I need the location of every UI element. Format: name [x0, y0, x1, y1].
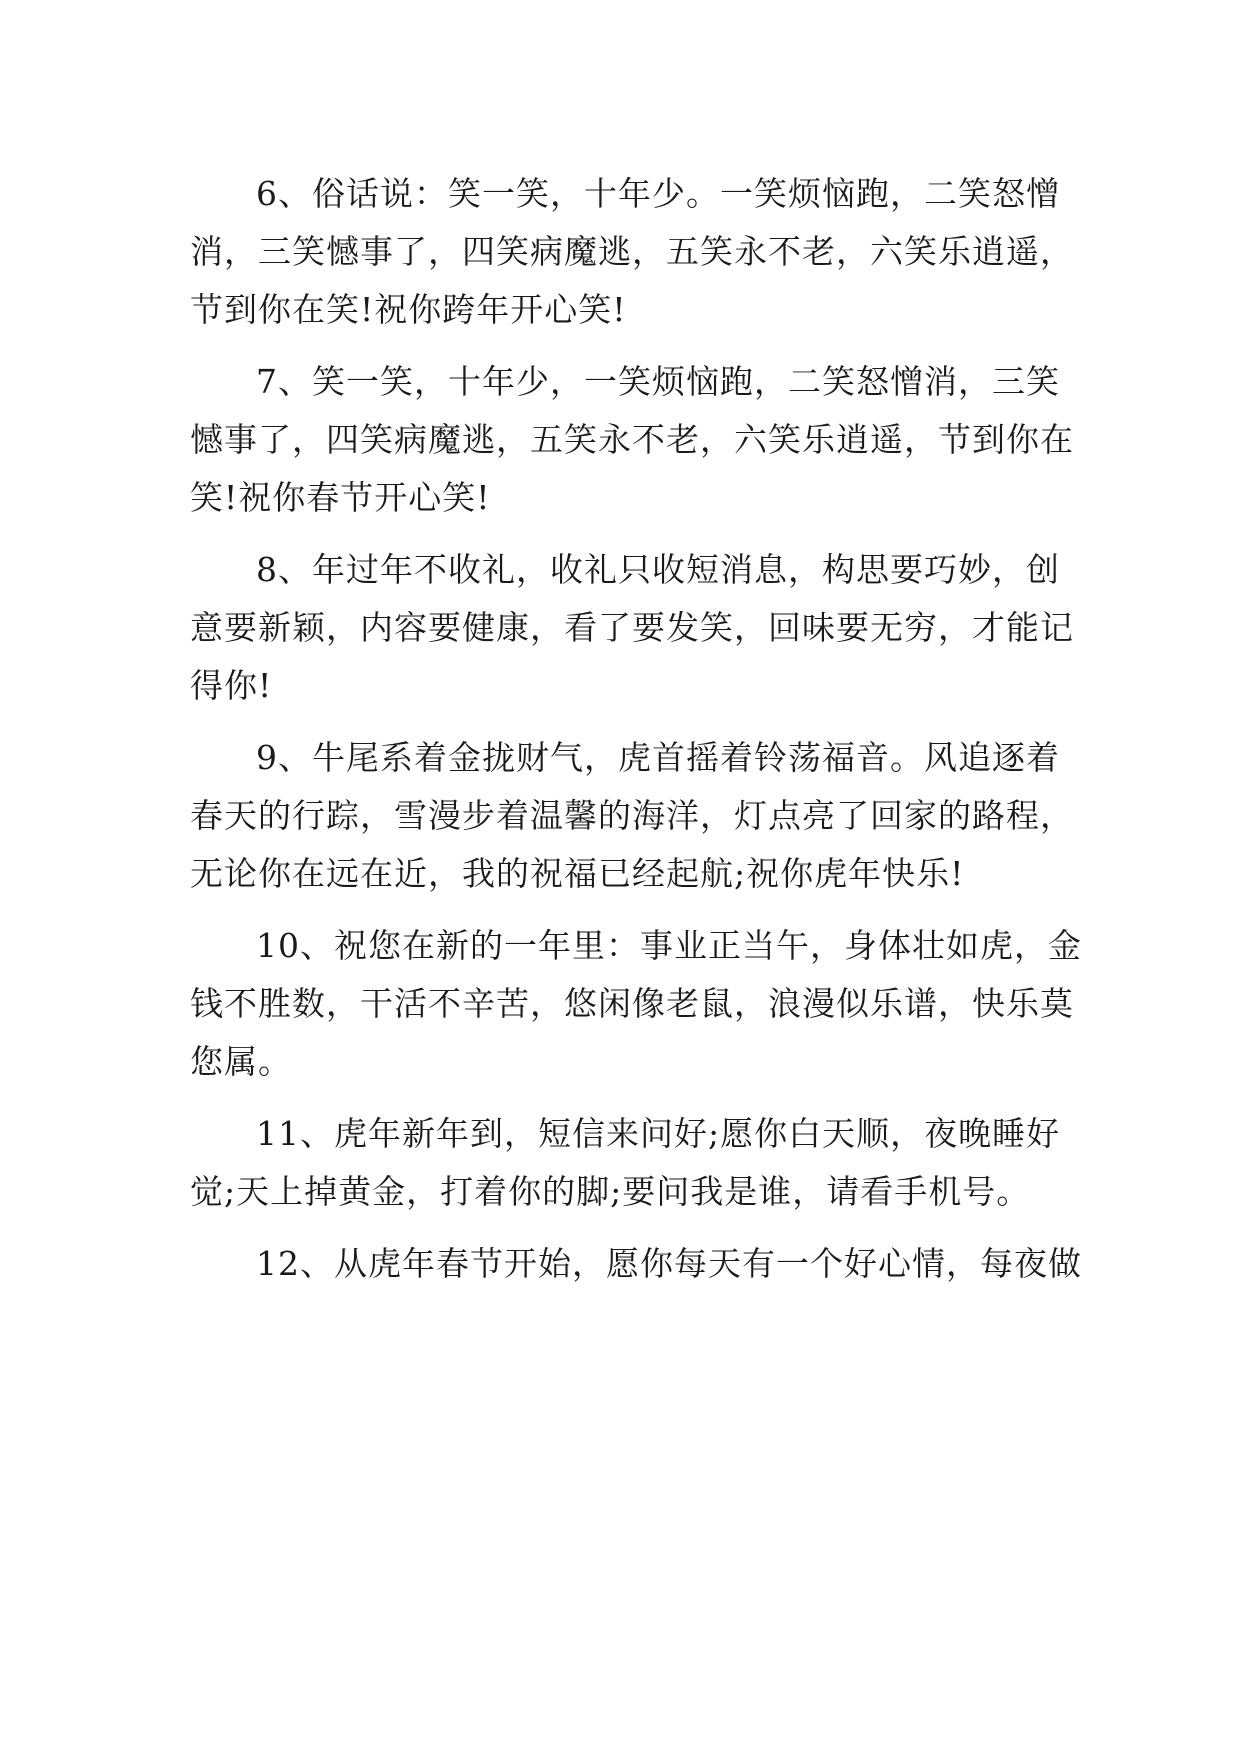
paragraph-line: 节到你在笑!祝你跨年开心笑!: [190, 290, 627, 329]
paragraph-6: [190, 165, 1074, 339]
paragraph-line: 笑!祝你春节开心笑!: [190, 478, 491, 517]
paragraph-line: 无论你在远在近，我的祝福已经起航;祝你虎年快乐!: [190, 854, 965, 893]
paragraph-9: [190, 729, 1074, 903]
paragraph-line: 6、俗话说：笑一笑，十年少。一笑烦恼跑，二笑怒憎: [256, 174, 1060, 213]
paragraph-line: 7、笑一笑，十年少，一笑烦恼跑，二笑怒憎消，三笑: [256, 362, 1060, 401]
paragraph-line: 消，三笑憾事了，四笑病魔逃，五笑永不老，六笑乐逍遥，: [190, 232, 1074, 271]
paragraph-line: 9、牛尾系着金拢财气，虎首摇着铃荡福音。风追逐着: [256, 738, 1060, 777]
paragraph-11: [190, 1105, 1061, 1221]
paragraph-line: 10、祝您在新的一年里：事业正当午，身体壮如虎，金: [256, 926, 1082, 965]
paragraph-8: [190, 541, 1074, 715]
paragraph-12: [190, 1235, 1082, 1293]
paragraph-7: [190, 353, 1074, 527]
paragraph-line: 憾事了，四笑病魔逃，五笑永不老，六笑乐逍遥，节到你在: [190, 420, 1074, 459]
paragraph-line: 钱不胜数，干活不辛苦，悠闲像老鼠，浪漫似乐谱，快乐莫: [190, 984, 1074, 1023]
paragraph-line: 春天的行踪，雪漫步着温馨的海洋，灯点亮了回家的路程，: [190, 796, 1074, 835]
paragraph-line: 12、从虎年春节开始，愿你每天有一个好心情，每夜做: [256, 1244, 1082, 1283]
paragraph-line: 得你!: [190, 666, 273, 705]
paragraph-10: [190, 917, 1082, 1091]
paragraph-line: 您属。: [190, 1042, 292, 1081]
paragraph-line: 觉;天上掉黄金，打着你的脚;要问我是谁，请看手机号。: [190, 1172, 1031, 1211]
paragraph-line: 11、虎年新年到，短信来问好;愿你白天顺，夜晚睡好: [256, 1114, 1061, 1153]
paragraph-line: 意要新颖，内容要健康，看了要发笑，回味要无穷，才能记: [190, 608, 1074, 647]
paragraph-line: 8、年过年不收礼，收礼只收短消息，构思要巧妙，创: [256, 550, 1060, 589]
